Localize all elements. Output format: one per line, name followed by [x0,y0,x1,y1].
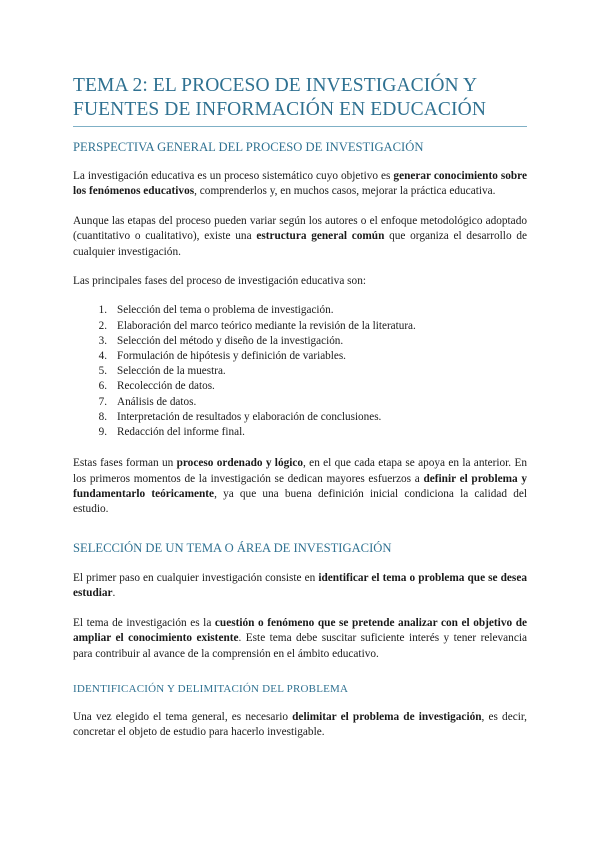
section-heading-seleccion: SELECCIÓN DE UN TEMA O ÁREA DE INVESTIGACIÓN [73,540,392,555]
page-title: TEMA 2: EL PROCESO DE INVESTIGACIÓN Y FUENTES DE INFORMACIÓN EN EDUCACIÓN [73,74,527,127]
list-item: 1. Selección del tema o problema de investigación. [98,304,334,317]
subsection-heading-delimitacion: IDENTIFICACIÓN Y DELIMITACIÓN DEL PROBLEMA [73,682,349,695]
paragraph-fases-orden: Estas fases forman un proceso ordenado y lógico, en el que cada etapa se apoya en la anterior. En los primeros momentos de la investigación se dedican mayores esfuerzos a definir el problema y fundamentarlo teóricamente, ya que una buena definición inicial condiciona la calidad del estudio. [73,457,527,516]
paragraph-delimitar: Una vez elegido el tema general, es necesario delimitar el problema de investigación, es decir, concretar el objeto de estudio para hacerlo investigable. [73,710,527,739]
list-item: 7. Análisis de datos. [98,395,197,408]
list-item: 6. Recolección de datos. [98,380,215,393]
paragraph-tema: El tema de investigación es la cuestión o fenómeno que se pretende analizar con el objetivo de ampliar el conocimiento existente. Este tema debe suscitar suficiente interés y tener relevancia para contribuir al avance de la comprensión en el ámbito educativo. [73,616,527,660]
phases-list [73,303,527,440]
list-item: 3. Selección del método y diseño de la investigación. [98,334,344,347]
paragraph-intro: La investigación educativa es un proceso sistemático cuyo objetivo es generar conocimiento sobre los fenómenos educativos, comprenderlos y, en muchos casos, mejorar la práctica educativa. [73,170,527,198]
list-item: 8. Interpretación de resultados y elaboración de conclusiones. [98,410,382,423]
list-item: 9. Redacción del informe final. [98,426,245,439]
paragraph-primer-paso: El primer paso en cualquier investigación consiste en identificar el tema o problema que se desea estudiar. [73,571,527,600]
list-item: 2. Elaboración del marco teórico mediante la revisión de la literatura. [98,319,416,332]
list-item: 4. Formulación de hipótesis y definición de variables. [98,350,346,363]
section-heading-perspectiva: PERSPECTIVA GENERAL DEL PROCESO DE INVESTIGACIÓN [73,140,424,154]
paragraph-etapas: Aunque las etapas del proceso pueden variar según los autores o el enfoque metodológico adoptado (cuantitativo o cualitativo), existe una estructura general común que organiza el desarrollo de cualquier investigación. [73,214,527,258]
paragraph-fases-intro: Las principales fases del proceso de investigación educativa son: [73,275,366,288]
list-item: 5. Selección de la muestra. [98,365,226,378]
